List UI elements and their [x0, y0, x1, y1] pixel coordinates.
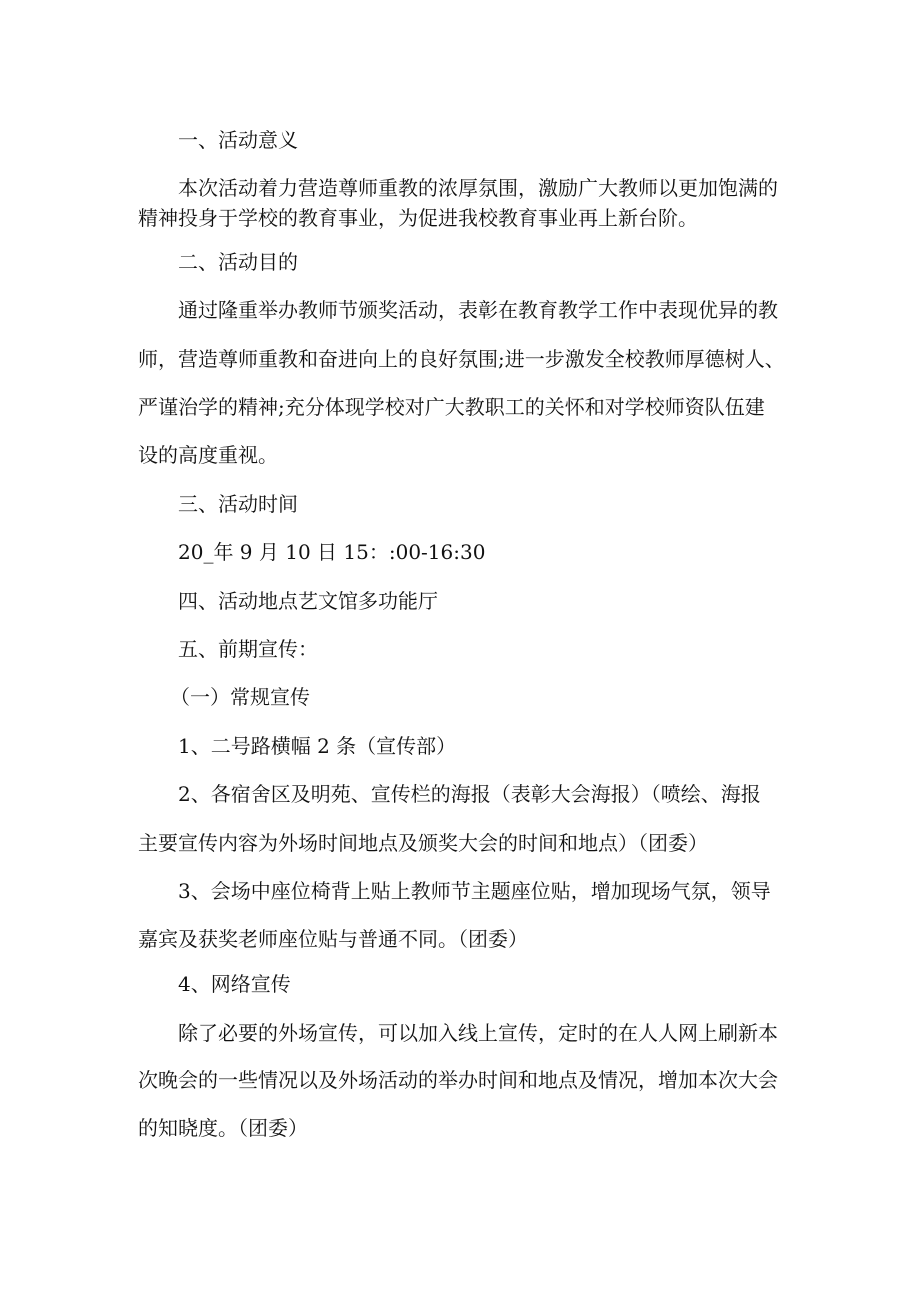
list-item: 4、网络宣传	[178, 972, 291, 996]
paragraph-line: 次晚会的一些情况以及外场活动的举办时间和地点及情况，增加本次大会	[138, 1068, 778, 1092]
paragraph-line: 师，营造尊师重教和奋进向上的良好氛围;进一步激发全校教师厚德树人、	[138, 347, 785, 371]
paragraph-line: 的知晓度。（团委）	[138, 1116, 308, 1140]
section-heading: 二、活动目的	[178, 250, 298, 274]
list-item: 1、二号路横幅 2 条（宣传部）	[178, 734, 457, 758]
paragraph-line: 精神投身于学校的教育事业，为促进我校教育事业再上新台阶。	[138, 206, 698, 230]
section-heading: 四、活动地点艺文馆多功能厅	[178, 589, 438, 613]
paragraph-line: 设的高度重视。	[138, 443, 278, 467]
section-heading: 三、活动时间	[178, 492, 298, 516]
subsection-heading: （一）常规宣传	[170, 685, 310, 709]
section-heading: 一、活动意义	[178, 128, 298, 152]
paragraph-line: 通过隆重举办教师节颁奖活动，表彰在教育教学工作中表现优异的教	[178, 298, 778, 322]
list-item-continuation: 嘉宾及获奖老师座位贴与普通不同。（团委）	[138, 927, 528, 951]
list-item: 2、各宿舍区及明苑、宣传栏的海报（表彰大会海报）（喷绘、海报	[178, 782, 761, 806]
section-heading: 五、前期宣传：	[178, 637, 318, 661]
paragraph-line: 除了必要的外场宣传，可以加入线上宣传，定时的在人人网上刷新本	[178, 1021, 778, 1045]
paragraph-line: 严谨治学的精神;充分体现学校对广大教职工的关怀和对学校师资队伍建	[138, 395, 765, 419]
paragraph-line: 本次活动着力营造尊师重教的浓厚氛围，激励广大教师以更加饱满的	[178, 176, 778, 200]
list-item-continuation: 主要宣传内容为外场时间地点及颁奖大会的时间和地点）（团委）	[138, 831, 708, 855]
time-line: 20_年 9 月 10 日 15：:00-16:30	[178, 540, 486, 564]
list-item: 3、会场中座位椅背上贴上教师节主题座位贴，增加现场气氛，领导	[178, 879, 771, 903]
